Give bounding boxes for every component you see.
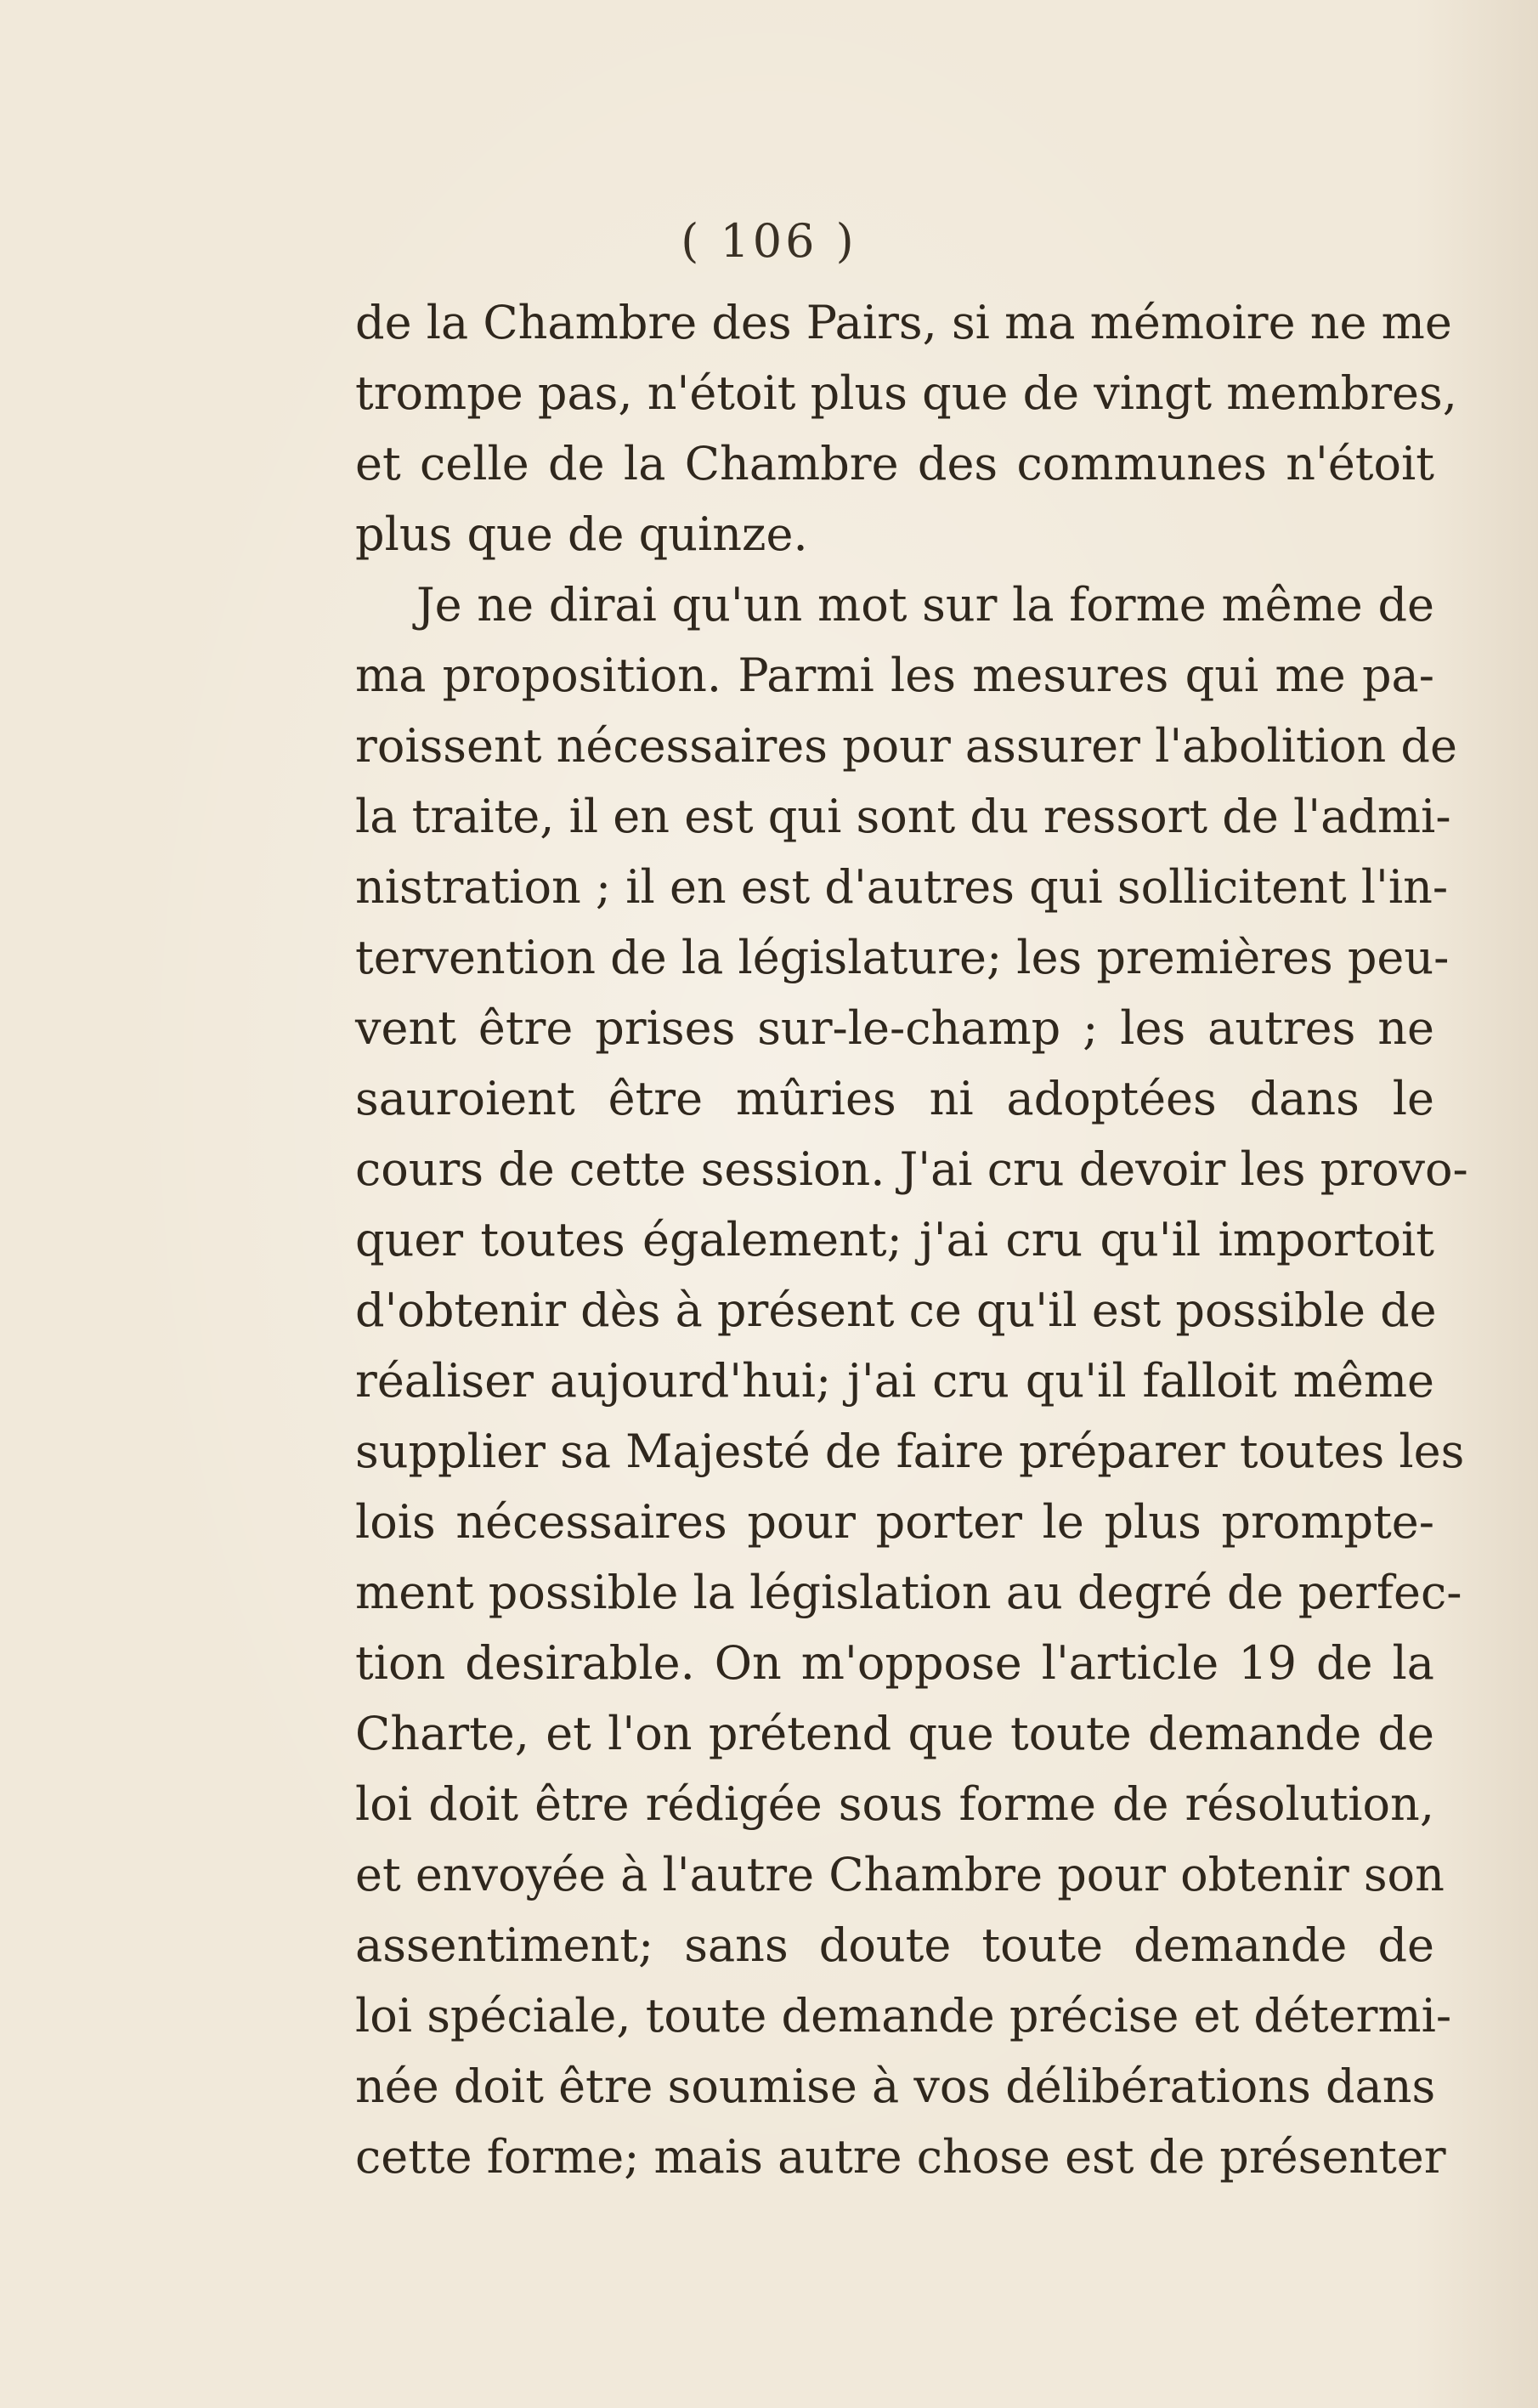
text-line: tion desirable. On m'oppose l'article 19 de la xyxy=(355,1636,1434,1690)
text-line: plus que de quinze. xyxy=(355,507,808,561)
text-line: roissent nécessaires pour assurer l'abolition de xyxy=(355,719,1457,773)
text-line: tervention de la législature; les premières peu- xyxy=(355,931,1450,984)
text-line: lois nécessaires pour porter le plus prompte- xyxy=(355,1495,1434,1549)
text-line: la traite, il en est qui sont du ressort de l'admi- xyxy=(355,790,1451,843)
page-number-header: ( 106 ) xyxy=(681,214,857,268)
text-line: ma proposition. Parmi les mesures qui me pa- xyxy=(355,649,1434,702)
text-line: nistration ; il en est d'autres qui sollicitent l'in- xyxy=(355,860,1449,914)
text-line: loi spéciale, toute demande précise et détermi- xyxy=(355,1989,1452,2043)
text-line: vent être prises sur-le-champ ; les autres ne xyxy=(355,1001,1434,1055)
text-line: ment possible la législation au degré de perfec- xyxy=(355,1566,1462,1619)
text-line: et envoyée à l'autre Chambre pour obtenir son xyxy=(355,1848,1445,1901)
text-line: cours de cette session. J'ai cru devoir les provo- xyxy=(355,1142,1468,1196)
text-line: d'obtenir dès à présent ce qu'il est possible de xyxy=(355,1283,1437,1337)
text-line: trompe pas, n'étoit plus que de vingt membres, xyxy=(355,366,1457,420)
text-line: Je ne dirai qu'un mot sur la forme même de xyxy=(416,578,1434,632)
text-line: née doit être soumise à vos délibérations dans xyxy=(355,2060,1436,2113)
text-line: de la Chambre des Pairs, si ma mémoire ne me xyxy=(355,296,1452,349)
text-line: sauroient être mûries ni adoptées dans le xyxy=(355,1072,1434,1125)
text-line: supplier sa Majesté de faire préparer toutes les xyxy=(355,1425,1465,1478)
text-line: quer toutes également; j'ai cru qu'il importoit xyxy=(355,1213,1434,1266)
text-line: loi doit être rédigée sous forme de résolution, xyxy=(355,1777,1434,1831)
text-line: réaliser aujourd'hui; j'ai cru qu'il falloit même xyxy=(355,1354,1434,1408)
text-line: et celle de la Chambre des communes n'étoit xyxy=(355,437,1434,490)
body-text xyxy=(355,287,1468,2192)
text-line: cette forme; mais autre chose est de présenter xyxy=(355,2130,1446,2184)
text-line: assentiment; sans doute toute demande de xyxy=(355,1918,1434,1972)
text-line: Charte, et l'on prétend que toute demande de xyxy=(355,1707,1434,1760)
